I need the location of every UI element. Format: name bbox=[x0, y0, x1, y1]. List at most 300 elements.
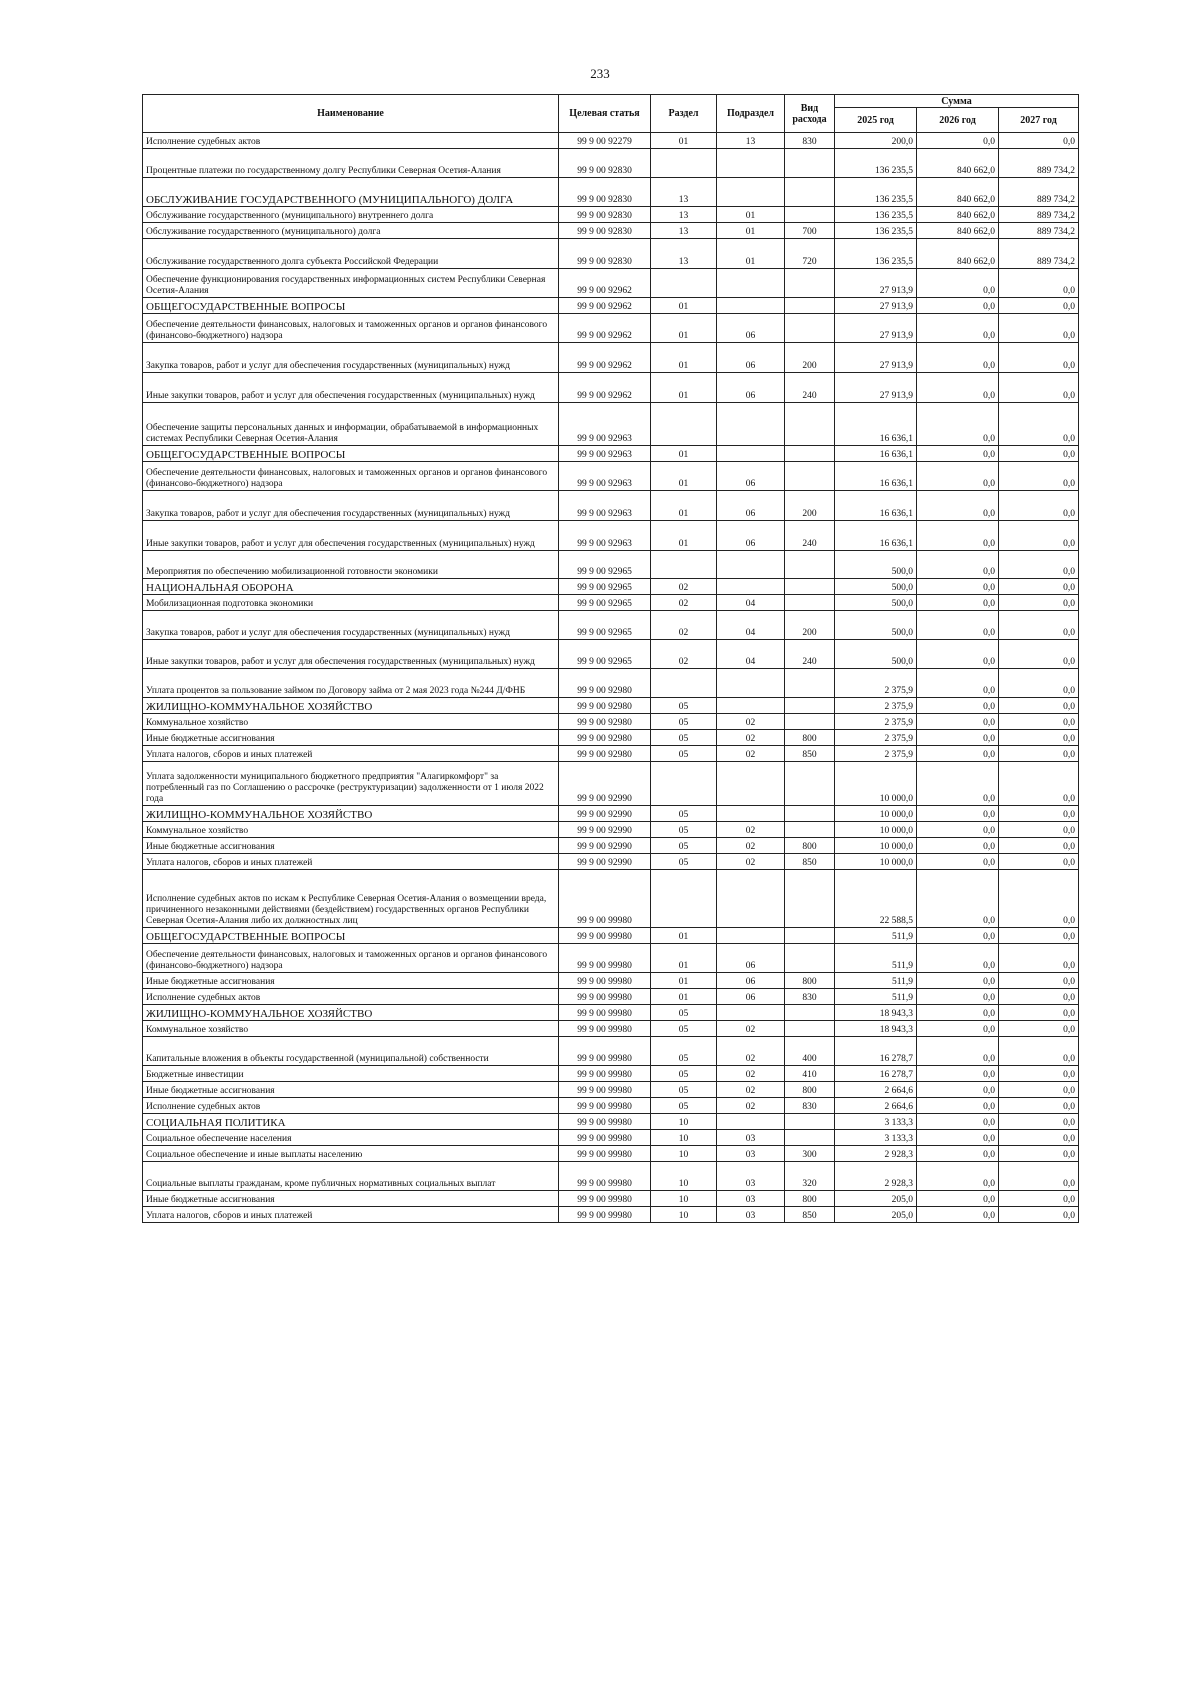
table-cell-2026: 0,0 bbox=[917, 491, 999, 521]
table-cell-expense-type: 320 bbox=[785, 1162, 835, 1191]
table-cell-2025: 205,0 bbox=[835, 1191, 917, 1207]
table-row bbox=[143, 838, 1079, 854]
table-cell-section: 05 bbox=[651, 714, 717, 730]
table-cell-2025: 3 133,3 bbox=[835, 1114, 917, 1130]
table-row bbox=[143, 551, 1079, 579]
table-cell-section bbox=[651, 403, 717, 446]
table-cell-2027: 0,0 bbox=[999, 1207, 1079, 1223]
table-row bbox=[143, 1114, 1079, 1130]
table-row bbox=[143, 730, 1079, 746]
table-row bbox=[143, 462, 1079, 491]
table-cell-section: 01 bbox=[651, 298, 717, 314]
table-cell-expense-type: 830 bbox=[785, 1098, 835, 1114]
table-cell-2027: 0,0 bbox=[999, 822, 1079, 838]
table-cell-expense-type bbox=[785, 698, 835, 714]
header-name: Наименование bbox=[143, 95, 559, 133]
table-cell-target: 99 9 00 92965 bbox=[559, 595, 651, 611]
table-row bbox=[143, 1130, 1079, 1146]
table-cell-name: Обслуживание государственного (муниципального) внутреннего долга bbox=[143, 207, 559, 223]
table-cell-2025: 18 943,3 bbox=[835, 1005, 917, 1021]
table-cell-section: 05 bbox=[651, 730, 717, 746]
table-cell-2027: 0,0 bbox=[999, 669, 1079, 698]
table-cell-expense-type bbox=[785, 149, 835, 178]
table-cell-target: 99 9 00 99980 bbox=[559, 1146, 651, 1162]
table-cell-target: 99 9 00 99980 bbox=[559, 1021, 651, 1037]
table-cell-2026: 0,0 bbox=[917, 1114, 999, 1130]
table-cell-subsection: 01 bbox=[717, 207, 785, 223]
table-cell-section: 05 bbox=[651, 822, 717, 838]
table-cell-2025: 10 000,0 bbox=[835, 854, 917, 870]
table-cell-2027: 0,0 bbox=[999, 551, 1079, 579]
table-cell-expense-type: 850 bbox=[785, 1207, 835, 1223]
table-cell-subsection: 01 bbox=[717, 223, 785, 239]
table-cell-2025: 136 235,5 bbox=[835, 223, 917, 239]
table-cell-2027: 0,0 bbox=[999, 762, 1079, 806]
table-cell-name: Исполнение судебных актов bbox=[143, 989, 559, 1005]
table-row bbox=[143, 1005, 1079, 1021]
table-cell-2027: 0,0 bbox=[999, 521, 1079, 551]
table-cell-expense-type: 200 bbox=[785, 343, 835, 373]
table-cell-2026: 0,0 bbox=[917, 314, 999, 343]
table-cell-target: 99 9 00 92990 bbox=[559, 822, 651, 838]
table-cell-section: 02 bbox=[651, 611, 717, 640]
table-cell-name: Уплата налогов, сборов и иных платежей bbox=[143, 854, 559, 870]
table-row bbox=[143, 1037, 1079, 1066]
table-cell-subsection: 03 bbox=[717, 1162, 785, 1191]
table-cell-name: Обслуживание государственного долга субъекта Российской Федерации bbox=[143, 239, 559, 269]
table-cell-2025: 2 664,6 bbox=[835, 1082, 917, 1098]
table-cell-2026: 0,0 bbox=[917, 1066, 999, 1082]
table-cell-2026: 0,0 bbox=[917, 1082, 999, 1098]
table-cell-subsection: 03 bbox=[717, 1130, 785, 1146]
table-cell-section: 05 bbox=[651, 746, 717, 762]
table-cell-2027: 0,0 bbox=[999, 973, 1079, 989]
table-cell-2026: 0,0 bbox=[917, 1021, 999, 1037]
table-cell-2025: 136 235,5 bbox=[835, 207, 917, 223]
table-cell-target: 99 9 00 92965 bbox=[559, 579, 651, 595]
table-cell-subsection: 06 bbox=[717, 973, 785, 989]
table-cell-section: 10 bbox=[651, 1146, 717, 1162]
table-cell-2025: 500,0 bbox=[835, 595, 917, 611]
table-cell-target: 99 9 00 99980 bbox=[559, 1207, 651, 1223]
table-cell-2025: 2 375,9 bbox=[835, 714, 917, 730]
table-cell-section: 05 bbox=[651, 698, 717, 714]
table-row bbox=[143, 343, 1079, 373]
table-row bbox=[143, 239, 1079, 269]
table-cell-section bbox=[651, 269, 717, 298]
table-cell-2027: 0,0 bbox=[999, 446, 1079, 462]
table-cell-subsection bbox=[717, 698, 785, 714]
table-cell-name: Уплата задолженности муниципального бюджетного предприятия "Алагиркомфорт" за потребленный газ по Соглашению о рассрочке (реструктуризации) задолженности от 1 июля 2022 года bbox=[143, 762, 559, 806]
header-sum: Сумма bbox=[835, 95, 1079, 108]
table-cell-2026: 0,0 bbox=[917, 822, 999, 838]
table-cell-section: 01 bbox=[651, 944, 717, 973]
table-cell-2026: 0,0 bbox=[917, 133, 999, 149]
table-cell-section: 05 bbox=[651, 1098, 717, 1114]
table-cell-expense-type bbox=[785, 579, 835, 595]
table-cell-2027: 0,0 bbox=[999, 1146, 1079, 1162]
table-cell-section: 05 bbox=[651, 806, 717, 822]
table-cell-name: Бюджетные инвестиции bbox=[143, 1066, 559, 1082]
table-row bbox=[143, 928, 1079, 944]
table-cell-expense-type: 240 bbox=[785, 640, 835, 669]
table-cell-2027: 0,0 bbox=[999, 944, 1079, 973]
table-row bbox=[143, 446, 1079, 462]
table-cell-2027: 0,0 bbox=[999, 1162, 1079, 1191]
table-cell-expense-type: 850 bbox=[785, 854, 835, 870]
table-row bbox=[143, 1098, 1079, 1114]
table-cell-2026: 0,0 bbox=[917, 1130, 999, 1146]
table-cell-section: 01 bbox=[651, 973, 717, 989]
table-cell-2027: 889 734,2 bbox=[999, 207, 1079, 223]
table-cell-expense-type bbox=[785, 944, 835, 973]
table-cell-2027: 0,0 bbox=[999, 1191, 1079, 1207]
table-cell-name: Иные бюджетные ассигнования bbox=[143, 1082, 559, 1098]
table-cell-expense-type bbox=[785, 822, 835, 838]
table-cell-2027: 0,0 bbox=[999, 314, 1079, 343]
table-cell-section: 01 bbox=[651, 521, 717, 551]
table-cell-2026: 0,0 bbox=[917, 762, 999, 806]
table-cell-expense-type bbox=[785, 446, 835, 462]
table-cell-name: СОЦИАЛЬНАЯ ПОЛИТИКА bbox=[143, 1114, 559, 1130]
table-cell-target: 99 9 00 92830 bbox=[559, 239, 651, 269]
table-cell-2025: 511,9 bbox=[835, 973, 917, 989]
table-cell-subsection: 02 bbox=[717, 838, 785, 854]
table-cell-2025: 205,0 bbox=[835, 1207, 917, 1223]
table-cell-expense-type: 240 bbox=[785, 521, 835, 551]
table-cell-2027: 0,0 bbox=[999, 1066, 1079, 1082]
table-cell-name: Обеспечение функционирования государственных информационных систем Республики Северная Осетия-Алания bbox=[143, 269, 559, 298]
table-cell-2025: 16 278,7 bbox=[835, 1037, 917, 1066]
table-cell-section: 01 bbox=[651, 446, 717, 462]
table-cell-2025: 16 636,1 bbox=[835, 403, 917, 446]
table-cell-name: Мероприятия по обеспечению мобилизационной готовности экономики bbox=[143, 551, 559, 579]
table-cell-2025: 200,0 bbox=[835, 133, 917, 149]
table-cell-subsection bbox=[717, 579, 785, 595]
table-cell-name: Капитальные вложения в объекты государственной (муниципальной) собственности bbox=[143, 1037, 559, 1066]
table-cell-target: 99 9 00 92830 bbox=[559, 207, 651, 223]
table-row bbox=[143, 521, 1079, 551]
table-row bbox=[143, 1146, 1079, 1162]
table-cell-name: ОБЩЕГОСУДАРСТВЕННЫЕ ВОПРОСЫ bbox=[143, 928, 559, 944]
table-cell-target: 99 9 00 92830 bbox=[559, 223, 651, 239]
table-cell-2025: 500,0 bbox=[835, 579, 917, 595]
table-cell-section: 10 bbox=[651, 1207, 717, 1223]
table-cell-2025: 16 636,1 bbox=[835, 521, 917, 551]
table-cell-target: 99 9 00 99980 bbox=[559, 1037, 651, 1066]
table-cell-expense-type: 200 bbox=[785, 491, 835, 521]
table-cell-2026: 0,0 bbox=[917, 403, 999, 446]
table-cell-target: 99 9 00 92990 bbox=[559, 762, 651, 806]
header-expense-type: Вид расхода bbox=[785, 95, 835, 133]
table-cell-subsection: 02 bbox=[717, 714, 785, 730]
table-row bbox=[143, 223, 1079, 239]
table-cell-2026: 0,0 bbox=[917, 269, 999, 298]
table-cell-name: Иные закупки товаров, работ и услуг для обеспечения государственных (муниципальных) нужд bbox=[143, 640, 559, 669]
table-cell-2025: 22 588,5 bbox=[835, 870, 917, 928]
table-cell-section: 05 bbox=[651, 1082, 717, 1098]
table-cell-name: Коммунальное хозяйство bbox=[143, 1021, 559, 1037]
table-cell-subsection bbox=[717, 178, 785, 207]
table-cell-2026: 0,0 bbox=[917, 343, 999, 373]
table-cell-expense-type bbox=[785, 595, 835, 611]
table-cell-2026: 0,0 bbox=[917, 1098, 999, 1114]
table-cell-name: Уплата налогов, сборов и иных платежей bbox=[143, 746, 559, 762]
table-cell-section: 05 bbox=[651, 1021, 717, 1037]
table-row bbox=[143, 669, 1079, 698]
table-row bbox=[143, 611, 1079, 640]
table-cell-2027: 0,0 bbox=[999, 1005, 1079, 1021]
table-cell-expense-type bbox=[785, 806, 835, 822]
table-cell-subsection bbox=[717, 870, 785, 928]
header-subsection: Подраздел bbox=[717, 95, 785, 133]
table-cell-section: 10 bbox=[651, 1130, 717, 1146]
table-cell-section: 13 bbox=[651, 223, 717, 239]
table-cell-2025: 27 913,9 bbox=[835, 343, 917, 373]
table-cell-2026: 0,0 bbox=[917, 1191, 999, 1207]
table-cell-2025: 16 278,7 bbox=[835, 1066, 917, 1082]
table-cell-section: 10 bbox=[651, 1162, 717, 1191]
table-cell-2027: 0,0 bbox=[999, 269, 1079, 298]
table-row bbox=[143, 403, 1079, 446]
table-cell-name: Социальное обеспечение населения bbox=[143, 1130, 559, 1146]
table-cell-2027: 889 734,2 bbox=[999, 178, 1079, 207]
table-cell-2026: 0,0 bbox=[917, 1005, 999, 1021]
table-cell-section: 05 bbox=[651, 838, 717, 854]
table-row bbox=[143, 762, 1079, 806]
table-cell-name: Процентные платежи по государственному долгу Республики Северная Осетия-Алания bbox=[143, 149, 559, 178]
table-cell-2027: 0,0 bbox=[999, 730, 1079, 746]
table-cell-name: ЖИЛИЩНО-КОММУНАЛЬНОЕ ХОЗЯЙСТВО bbox=[143, 806, 559, 822]
table-cell-2026: 0,0 bbox=[917, 928, 999, 944]
table-cell-subsection: 03 bbox=[717, 1146, 785, 1162]
table-cell-2025: 27 913,9 bbox=[835, 269, 917, 298]
table-row bbox=[143, 640, 1079, 669]
table-cell-2027: 0,0 bbox=[999, 989, 1079, 1005]
table-cell-name: Исполнение судебных актов bbox=[143, 133, 559, 149]
table-cell-target: 99 9 00 92963 bbox=[559, 521, 651, 551]
table-row bbox=[143, 1162, 1079, 1191]
table-cell-subsection: 02 bbox=[717, 1066, 785, 1082]
table-cell-subsection: 04 bbox=[717, 611, 785, 640]
table-cell-subsection: 04 bbox=[717, 640, 785, 669]
table-cell-target: 99 9 00 92980 bbox=[559, 746, 651, 762]
table-cell-target: 99 9 00 92990 bbox=[559, 806, 651, 822]
table-cell-expense-type: 800 bbox=[785, 730, 835, 746]
table-cell-target: 99 9 00 99980 bbox=[559, 1066, 651, 1082]
table-row bbox=[143, 149, 1079, 178]
table-cell-expense-type bbox=[785, 714, 835, 730]
table-cell-2027: 0,0 bbox=[999, 133, 1079, 149]
table-cell-subsection bbox=[717, 1114, 785, 1130]
table-cell-2026: 0,0 bbox=[917, 973, 999, 989]
table-cell-expense-type bbox=[785, 870, 835, 928]
table-cell-name: ОБЩЕГОСУДАРСТВЕННЫЕ ВОПРОСЫ bbox=[143, 446, 559, 462]
table-cell-name: Обслуживание государственного (муниципального) долга bbox=[143, 223, 559, 239]
table-cell-subsection: 06 bbox=[717, 491, 785, 521]
table-cell-subsection: 06 bbox=[717, 314, 785, 343]
table-cell-expense-type bbox=[785, 928, 835, 944]
table-cell-subsection: 02 bbox=[717, 822, 785, 838]
table-cell-2026: 0,0 bbox=[917, 944, 999, 973]
table-cell-2025: 136 235,5 bbox=[835, 149, 917, 178]
table-cell-expense-type: 400 bbox=[785, 1037, 835, 1066]
table-cell-subsection: 13 bbox=[717, 133, 785, 149]
table-row bbox=[143, 269, 1079, 298]
table-cell-subsection: 06 bbox=[717, 462, 785, 491]
table-cell-target: 99 9 00 92962 bbox=[559, 269, 651, 298]
table-cell-2027: 0,0 bbox=[999, 1037, 1079, 1066]
table-cell-target: 99 9 00 92962 bbox=[559, 373, 651, 403]
table-cell-target: 99 9 00 92830 bbox=[559, 178, 651, 207]
table-cell-expense-type: 410 bbox=[785, 1066, 835, 1082]
table-cell-target: 99 9 00 92963 bbox=[559, 491, 651, 521]
table-cell-subsection: 04 bbox=[717, 595, 785, 611]
table-cell-expense-type bbox=[785, 178, 835, 207]
table-cell-section: 05 bbox=[651, 854, 717, 870]
table-cell-expense-type: 700 bbox=[785, 223, 835, 239]
table-cell-2025: 511,9 bbox=[835, 989, 917, 1005]
table-cell-name: Иные бюджетные ассигнования bbox=[143, 973, 559, 989]
table-cell-2027: 0,0 bbox=[999, 1098, 1079, 1114]
table-cell-name: НАЦИОНАЛЬНАЯ ОБОРОНА bbox=[143, 579, 559, 595]
table-cell-section: 01 bbox=[651, 373, 717, 403]
table-cell-2027: 0,0 bbox=[999, 1082, 1079, 1098]
table-row bbox=[143, 714, 1079, 730]
table-cell-2026: 0,0 bbox=[917, 730, 999, 746]
table-cell-section: 05 bbox=[651, 1037, 717, 1066]
table-cell-2025: 27 913,9 bbox=[835, 314, 917, 343]
table-cell-name: Иные закупки товаров, работ и услуг для обеспечения государственных (муниципальных) нужд bbox=[143, 373, 559, 403]
table-cell-target: 99 9 00 92963 bbox=[559, 403, 651, 446]
table-cell-expense-type: 800 bbox=[785, 973, 835, 989]
table-cell-2027: 0,0 bbox=[999, 746, 1079, 762]
table-row bbox=[143, 298, 1079, 314]
table-row bbox=[143, 746, 1079, 762]
table-cell-2026: 0,0 bbox=[917, 989, 999, 1005]
table-cell-2025: 10 000,0 bbox=[835, 806, 917, 822]
table-row bbox=[143, 806, 1079, 822]
table-cell-2027: 889 734,2 bbox=[999, 149, 1079, 178]
table-cell-name: Закупка товаров, работ и услуг для обеспечения государственных (муниципальных) нужд bbox=[143, 611, 559, 640]
table-cell-expense-type: 830 bbox=[785, 133, 835, 149]
table-cell-2025: 18 943,3 bbox=[835, 1021, 917, 1037]
table-cell-target: 99 9 00 92830 bbox=[559, 149, 651, 178]
table-cell-2026: 0,0 bbox=[917, 640, 999, 669]
table-cell-2025: 136 235,5 bbox=[835, 178, 917, 207]
table-cell-target: 99 9 00 99980 bbox=[559, 928, 651, 944]
table-cell-expense-type bbox=[785, 462, 835, 491]
table-cell-2025: 500,0 bbox=[835, 611, 917, 640]
table-cell-subsection: 06 bbox=[717, 521, 785, 551]
table-cell-2025: 2 664,6 bbox=[835, 1098, 917, 1114]
table-cell-2025: 27 913,9 bbox=[835, 298, 917, 314]
table-cell-2027: 889 734,2 bbox=[999, 239, 1079, 269]
table-cell-target: 99 9 00 92962 bbox=[559, 343, 651, 373]
table-cell-2027: 0,0 bbox=[999, 640, 1079, 669]
table-cell-name: Исполнение судебных актов bbox=[143, 1098, 559, 1114]
table-cell-expense-type bbox=[785, 269, 835, 298]
table-cell-expense-type: 200 bbox=[785, 611, 835, 640]
table-cell-2027: 0,0 bbox=[999, 698, 1079, 714]
table-cell-2025: 500,0 bbox=[835, 640, 917, 669]
table-cell-2027: 0,0 bbox=[999, 595, 1079, 611]
table-cell-2027: 0,0 bbox=[999, 611, 1079, 640]
table-cell-target: 99 9 00 92965 bbox=[559, 551, 651, 579]
table-cell-target: 99 9 00 92279 bbox=[559, 133, 651, 149]
table-row bbox=[143, 1207, 1079, 1223]
table-cell-2025: 511,9 bbox=[835, 928, 917, 944]
table-cell-2026: 0,0 bbox=[917, 806, 999, 822]
table-cell-subsection bbox=[717, 298, 785, 314]
table-cell-subsection bbox=[717, 669, 785, 698]
table-cell-section: 05 bbox=[651, 1066, 717, 1082]
table-cell-subsection bbox=[717, 1005, 785, 1021]
table-cell-2026: 840 662,0 bbox=[917, 239, 999, 269]
table-cell-section: 13 bbox=[651, 207, 717, 223]
table-row bbox=[143, 1191, 1079, 1207]
table-cell-2025: 27 913,9 bbox=[835, 373, 917, 403]
table-cell-expense-type: 800 bbox=[785, 1082, 835, 1098]
table-cell-name: Иные бюджетные ассигнования bbox=[143, 730, 559, 746]
table-row bbox=[143, 698, 1079, 714]
table-cell-subsection: 06 bbox=[717, 989, 785, 1005]
table-cell-subsection: 02 bbox=[717, 730, 785, 746]
table-cell-expense-type bbox=[785, 1130, 835, 1146]
table-cell-2027: 0,0 bbox=[999, 714, 1079, 730]
table-body bbox=[143, 133, 1079, 1223]
table-row bbox=[143, 973, 1079, 989]
table-row bbox=[143, 133, 1079, 149]
table-cell-section: 01 bbox=[651, 491, 717, 521]
table-row bbox=[143, 1066, 1079, 1082]
table-cell-target: 99 9 00 99980 bbox=[559, 989, 651, 1005]
table-cell-subsection: 02 bbox=[717, 1082, 785, 1098]
table-cell-2027: 0,0 bbox=[999, 343, 1079, 373]
table-cell-target: 99 9 00 92963 bbox=[559, 446, 651, 462]
table-cell-subsection bbox=[717, 446, 785, 462]
table-cell-section bbox=[651, 870, 717, 928]
table-cell-2026: 0,0 bbox=[917, 551, 999, 579]
table-row bbox=[143, 944, 1079, 973]
table-cell-expense-type bbox=[785, 207, 835, 223]
header-section: Раздел bbox=[651, 95, 717, 133]
table-cell-2027: 0,0 bbox=[999, 838, 1079, 854]
table-cell-section bbox=[651, 762, 717, 806]
table-cell-2026: 0,0 bbox=[917, 611, 999, 640]
table-cell-target: 99 9 00 92962 bbox=[559, 314, 651, 343]
table-cell-2027: 0,0 bbox=[999, 854, 1079, 870]
table-cell-subsection: 02 bbox=[717, 854, 785, 870]
table-cell-2027: 0,0 bbox=[999, 373, 1079, 403]
table-cell-2027: 0,0 bbox=[999, 1021, 1079, 1037]
table-cell-2026: 0,0 bbox=[917, 446, 999, 462]
table-cell-section bbox=[651, 149, 717, 178]
table-cell-2026: 840 662,0 bbox=[917, 149, 999, 178]
table-cell-expense-type: 800 bbox=[785, 1191, 835, 1207]
table-row bbox=[143, 491, 1079, 521]
table-cell-2027: 0,0 bbox=[999, 298, 1079, 314]
table-cell-target: 99 9 00 92963 bbox=[559, 462, 651, 491]
table-cell-2026: 0,0 bbox=[917, 1037, 999, 1066]
table-cell-2026: 0,0 bbox=[917, 373, 999, 403]
table-cell-name: Обеспечение деятельности финансовых, налоговых и таможенных органов и органов финансового (финансово-бюджетного) надзора bbox=[143, 314, 559, 343]
table-row bbox=[143, 314, 1079, 343]
table-cell-subsection: 02 bbox=[717, 746, 785, 762]
table-cell-section: 10 bbox=[651, 1114, 717, 1130]
table-cell-2025: 16 636,1 bbox=[835, 462, 917, 491]
table-cell-target: 99 9 00 99980 bbox=[559, 1162, 651, 1191]
